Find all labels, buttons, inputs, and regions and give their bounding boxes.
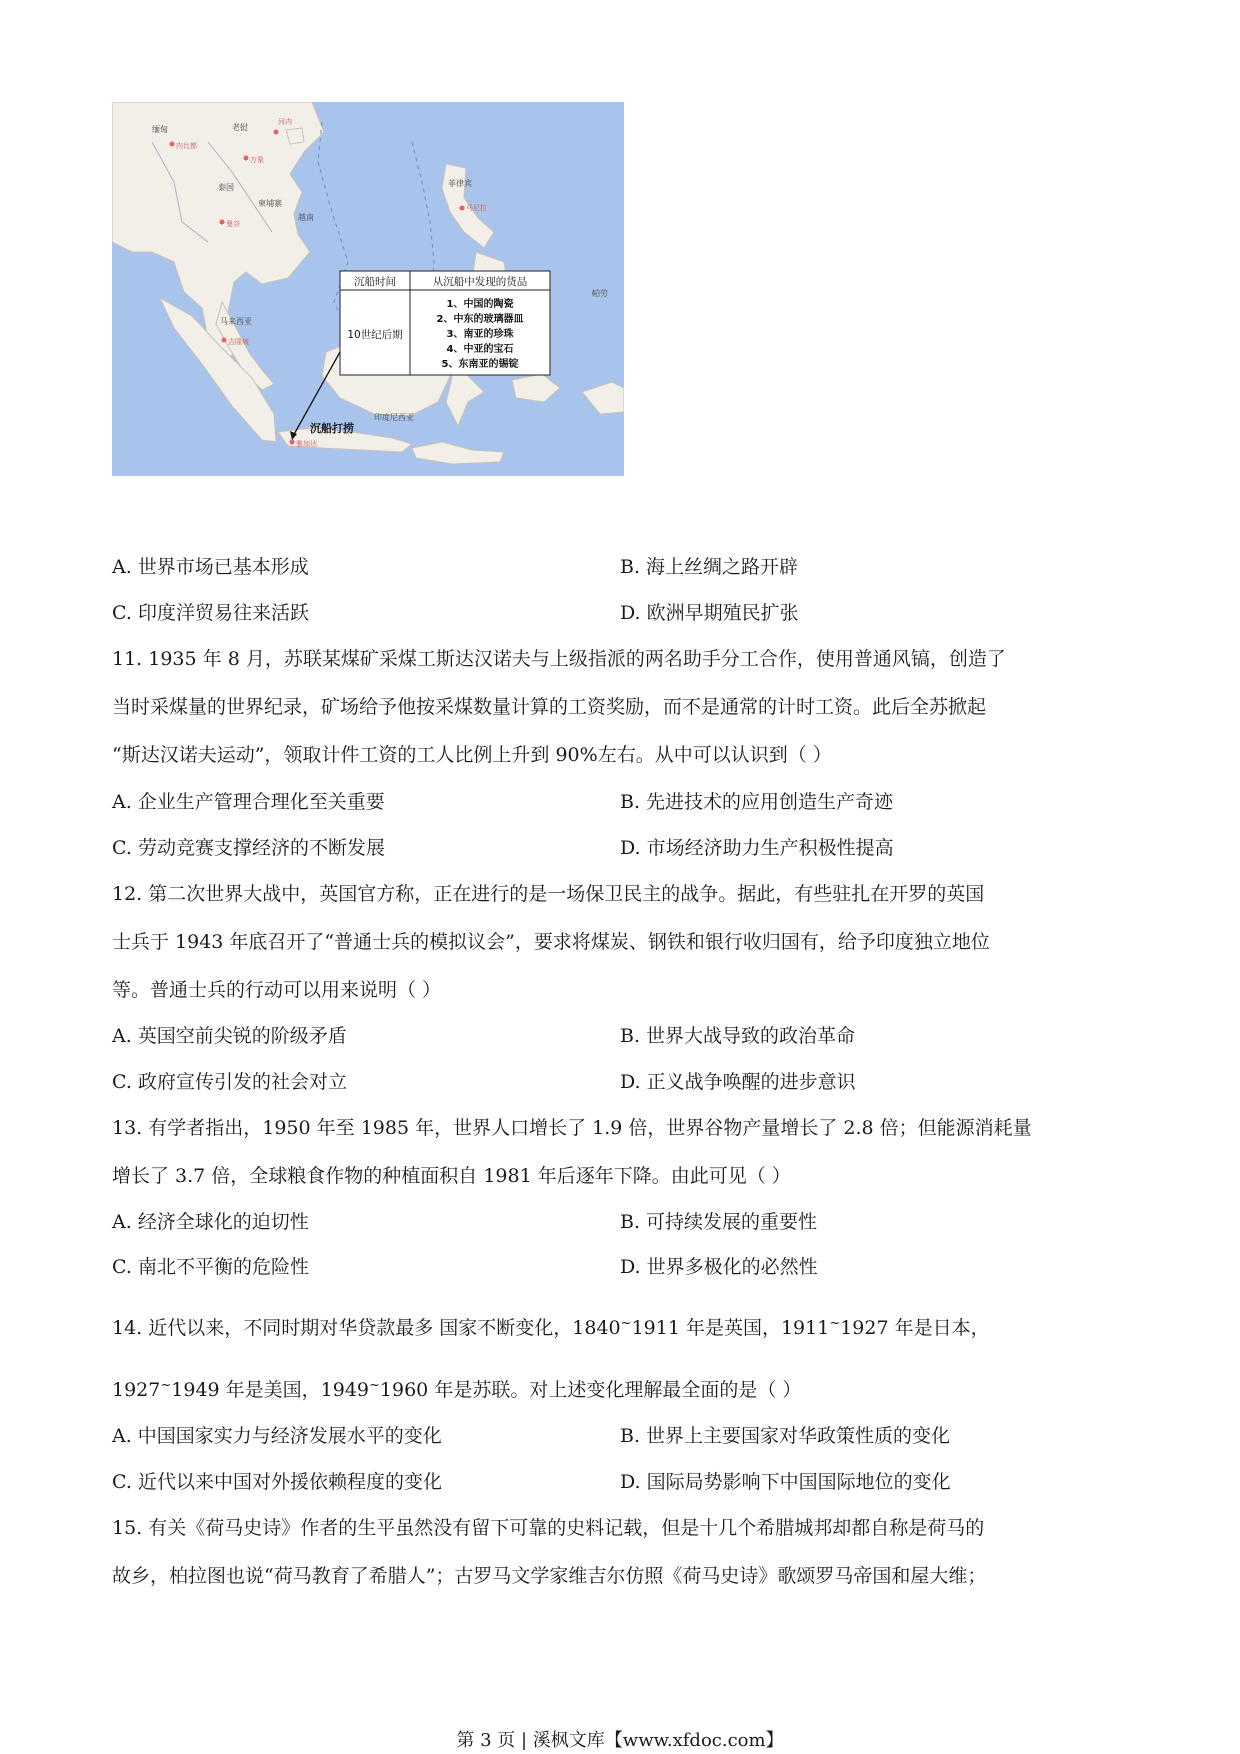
q11-option-b[interactable]: B. 先进技术的应用创造生产奇迹 xyxy=(620,791,894,813)
q12-option-a[interactable]: A. 英国空前尖锐的阶级矛盾 xyxy=(112,1025,347,1047)
page-footer: 第 3 页 | 溪枫文库【www.xfdoc.com】 xyxy=(456,1730,784,1751)
q10-option-b[interactable]: B. 海上丝绸之路开辟 xyxy=(620,556,799,578)
map-graphic xyxy=(112,102,624,476)
q14-option-c[interactable]: C. 近代以来中国对外援依赖程度的变化 xyxy=(112,1471,442,1493)
q13-option-a[interactable]: A. 经济全球化的迫切性 xyxy=(112,1211,309,1233)
map-label-philippines: 菲律宾 xyxy=(448,179,472,188)
q12-option-c[interactable]: C. 政府宣传引发的社会对立 xyxy=(112,1071,347,1093)
q10-option-c[interactable]: C. 印度洋贸易往来活跃 xyxy=(112,602,309,624)
map-label-neipido: 内比都 xyxy=(176,142,197,150)
q12-text-line: 12. 第二次世界大战中，英国官方称，正在进行的是一场保卫民主的战争。据此，有些驻扎在开罗的英国 xyxy=(112,883,985,905)
q10-option-d[interactable]: D. 欧洲早期殖民扩张 xyxy=(620,602,799,624)
tilde-mark: ~ xyxy=(829,1316,841,1331)
map-label-cambodia: 柬埔寨 xyxy=(258,199,282,208)
table-header-goods: 从沉船中发现的货品 xyxy=(432,276,528,288)
map-label-myanmar: 缅甸 xyxy=(152,125,168,134)
map-label-bangkok: 曼谷 xyxy=(226,220,240,228)
map-label-laos: 老挝 xyxy=(232,123,248,132)
q12-text-line: 等。普通士兵的行动可以用来说明（ ） xyxy=(112,979,442,1001)
map-label-jakarta: 雅加达 xyxy=(296,440,317,448)
map-label-kualalumpur: 吉隆坡 xyxy=(228,338,249,346)
salvage-label: 沉船打捞 xyxy=(310,422,354,435)
q11-text-line: 当时采煤量的世界纪录，矿场给予他按采煤数量计算的工资奖励，而不是通常的计时工资。此后全苏掀起 xyxy=(112,696,987,718)
q15-text-line: 故乡，柏拉图也说“荷马教育了希腊人”；古罗马文学家维吉尔仿照《荷马史诗》歌颂罗马帝国和屋大维； xyxy=(112,1565,987,1587)
tilde-mark: ~ xyxy=(369,1378,380,1393)
q14-text-segment: 1960 年是苏联。对上述变化理解最全面的是（ ） xyxy=(379,1379,802,1401)
q12-option-d[interactable]: D. 正义战争唤醒的进步意识 xyxy=(620,1071,856,1093)
table-cell-goods: 4、中亚的宝石 xyxy=(446,344,514,355)
q11-option-a[interactable]: A. 企业生产管理合理化至关重要 xyxy=(112,791,385,813)
map-label-palau: 帕劳 xyxy=(592,289,608,298)
table-cell-goods: 5、东南亚的锡锭 xyxy=(441,359,519,370)
table-cell-goods: 1、中国的陶瓷 xyxy=(446,299,514,310)
map-label-vientiane: 万象 xyxy=(250,156,264,164)
q12-text-line: 士兵于 1943 年底召开了“普通士兵的模拟议会”，要求将煤炭、钢铁和银行收归国有，给予印度独立地位 xyxy=(112,931,990,953)
map-label-indonesia: 印度尼西亚 xyxy=(374,413,414,422)
map-label-manila: 马尼拉 xyxy=(466,204,487,212)
tilde-mark: ~ xyxy=(160,1378,172,1393)
shipwreck-table xyxy=(340,271,550,375)
q11-text-line: “斯达汉诺夫运动”，领取计件工资的工人比例上升到 90%左右。从中可以认识到（ ） xyxy=(112,744,832,766)
map-label-vietnam: 越南 xyxy=(298,213,314,222)
map-label-hanoi: 河内 xyxy=(278,118,292,126)
tilde-mark: ~ xyxy=(620,1316,632,1331)
table-cell-goods: 2、中东的玻璃器皿 xyxy=(436,314,524,325)
q11-option-c[interactable]: C. 劳动竞赛支撑经济的不断发展 xyxy=(112,837,385,859)
q12-option-b[interactable]: B. 世界大战导致的政治革命 xyxy=(620,1025,856,1047)
q14-text-segment: 1911 年是英国，1911 xyxy=(631,1317,830,1339)
map-label-malaysia: 马来西亚 xyxy=(220,317,252,326)
q14-text-segment: 1927 年是日本， xyxy=(840,1317,990,1339)
q14-text-line-1 xyxy=(112,1314,990,1345)
q13-text-line: 13. 有学者指出，1950 年至 1985 年，世界人口增长了 1.9 倍，世界谷物产量增长了 2.8 倍；但能源消耗量 xyxy=(112,1117,1032,1139)
table-cell-goods: 3、南亚的珍珠 xyxy=(446,329,514,340)
q13-option-c[interactable]: C. 南北不平衡的危险性 xyxy=(112,1256,309,1278)
q13-text-line: 增长了 3.7 倍，全球粮食作物的种植面积自 1981 年后逐年下降。由此可见（ ） xyxy=(112,1165,791,1187)
q13-option-b[interactable]: B. 可持续发展的重要性 xyxy=(620,1211,818,1233)
q14-option-b[interactable]: B. 世界上主要国家对华政策性质的变化 xyxy=(620,1425,951,1447)
q11-text-line: 11. 1935 年 8 月，苏联某煤矿采煤工斯达汉诺夫与上级指派的两名助手分工合作，使用普通风镐，创造了 xyxy=(112,648,1006,670)
table-header-time: 沉船时间 xyxy=(354,276,396,288)
q11-option-d[interactable]: D. 市场经济助力生产积极性提高 xyxy=(620,837,894,859)
q14-text-segment: 14. 近代以来，不同时期对华贷款最多 国家不断变化，1840 xyxy=(112,1317,621,1339)
q14-text-line-2 xyxy=(112,1376,801,1407)
map-label-thailand: 泰国 xyxy=(218,183,234,192)
q14-text-segment: 1927 xyxy=(112,1379,161,1401)
q13-option-d[interactable]: D. 世界多极化的必然性 xyxy=(620,1256,818,1278)
q10-option-a[interactable]: A. 世界市场已基本形成 xyxy=(112,556,309,578)
southeast-asia-map xyxy=(112,102,624,476)
q14-option-d[interactable]: D. 国际局势影响下中国国际地位的变化 xyxy=(620,1471,951,1493)
q14-text-segment: 1949 年是美国，1949 xyxy=(171,1379,370,1401)
q14-option-a[interactable]: A. 中国国家实力与经济发展水平的变化 xyxy=(112,1425,442,1447)
table-cell-time: 10世纪后期 xyxy=(347,329,403,341)
q15-text-line: 15. 有关《荷马史诗》作者的生平虽然没有留下可靠的史料记载，但是十几个希腊城邦却都自称是荷马的 xyxy=(112,1517,985,1539)
